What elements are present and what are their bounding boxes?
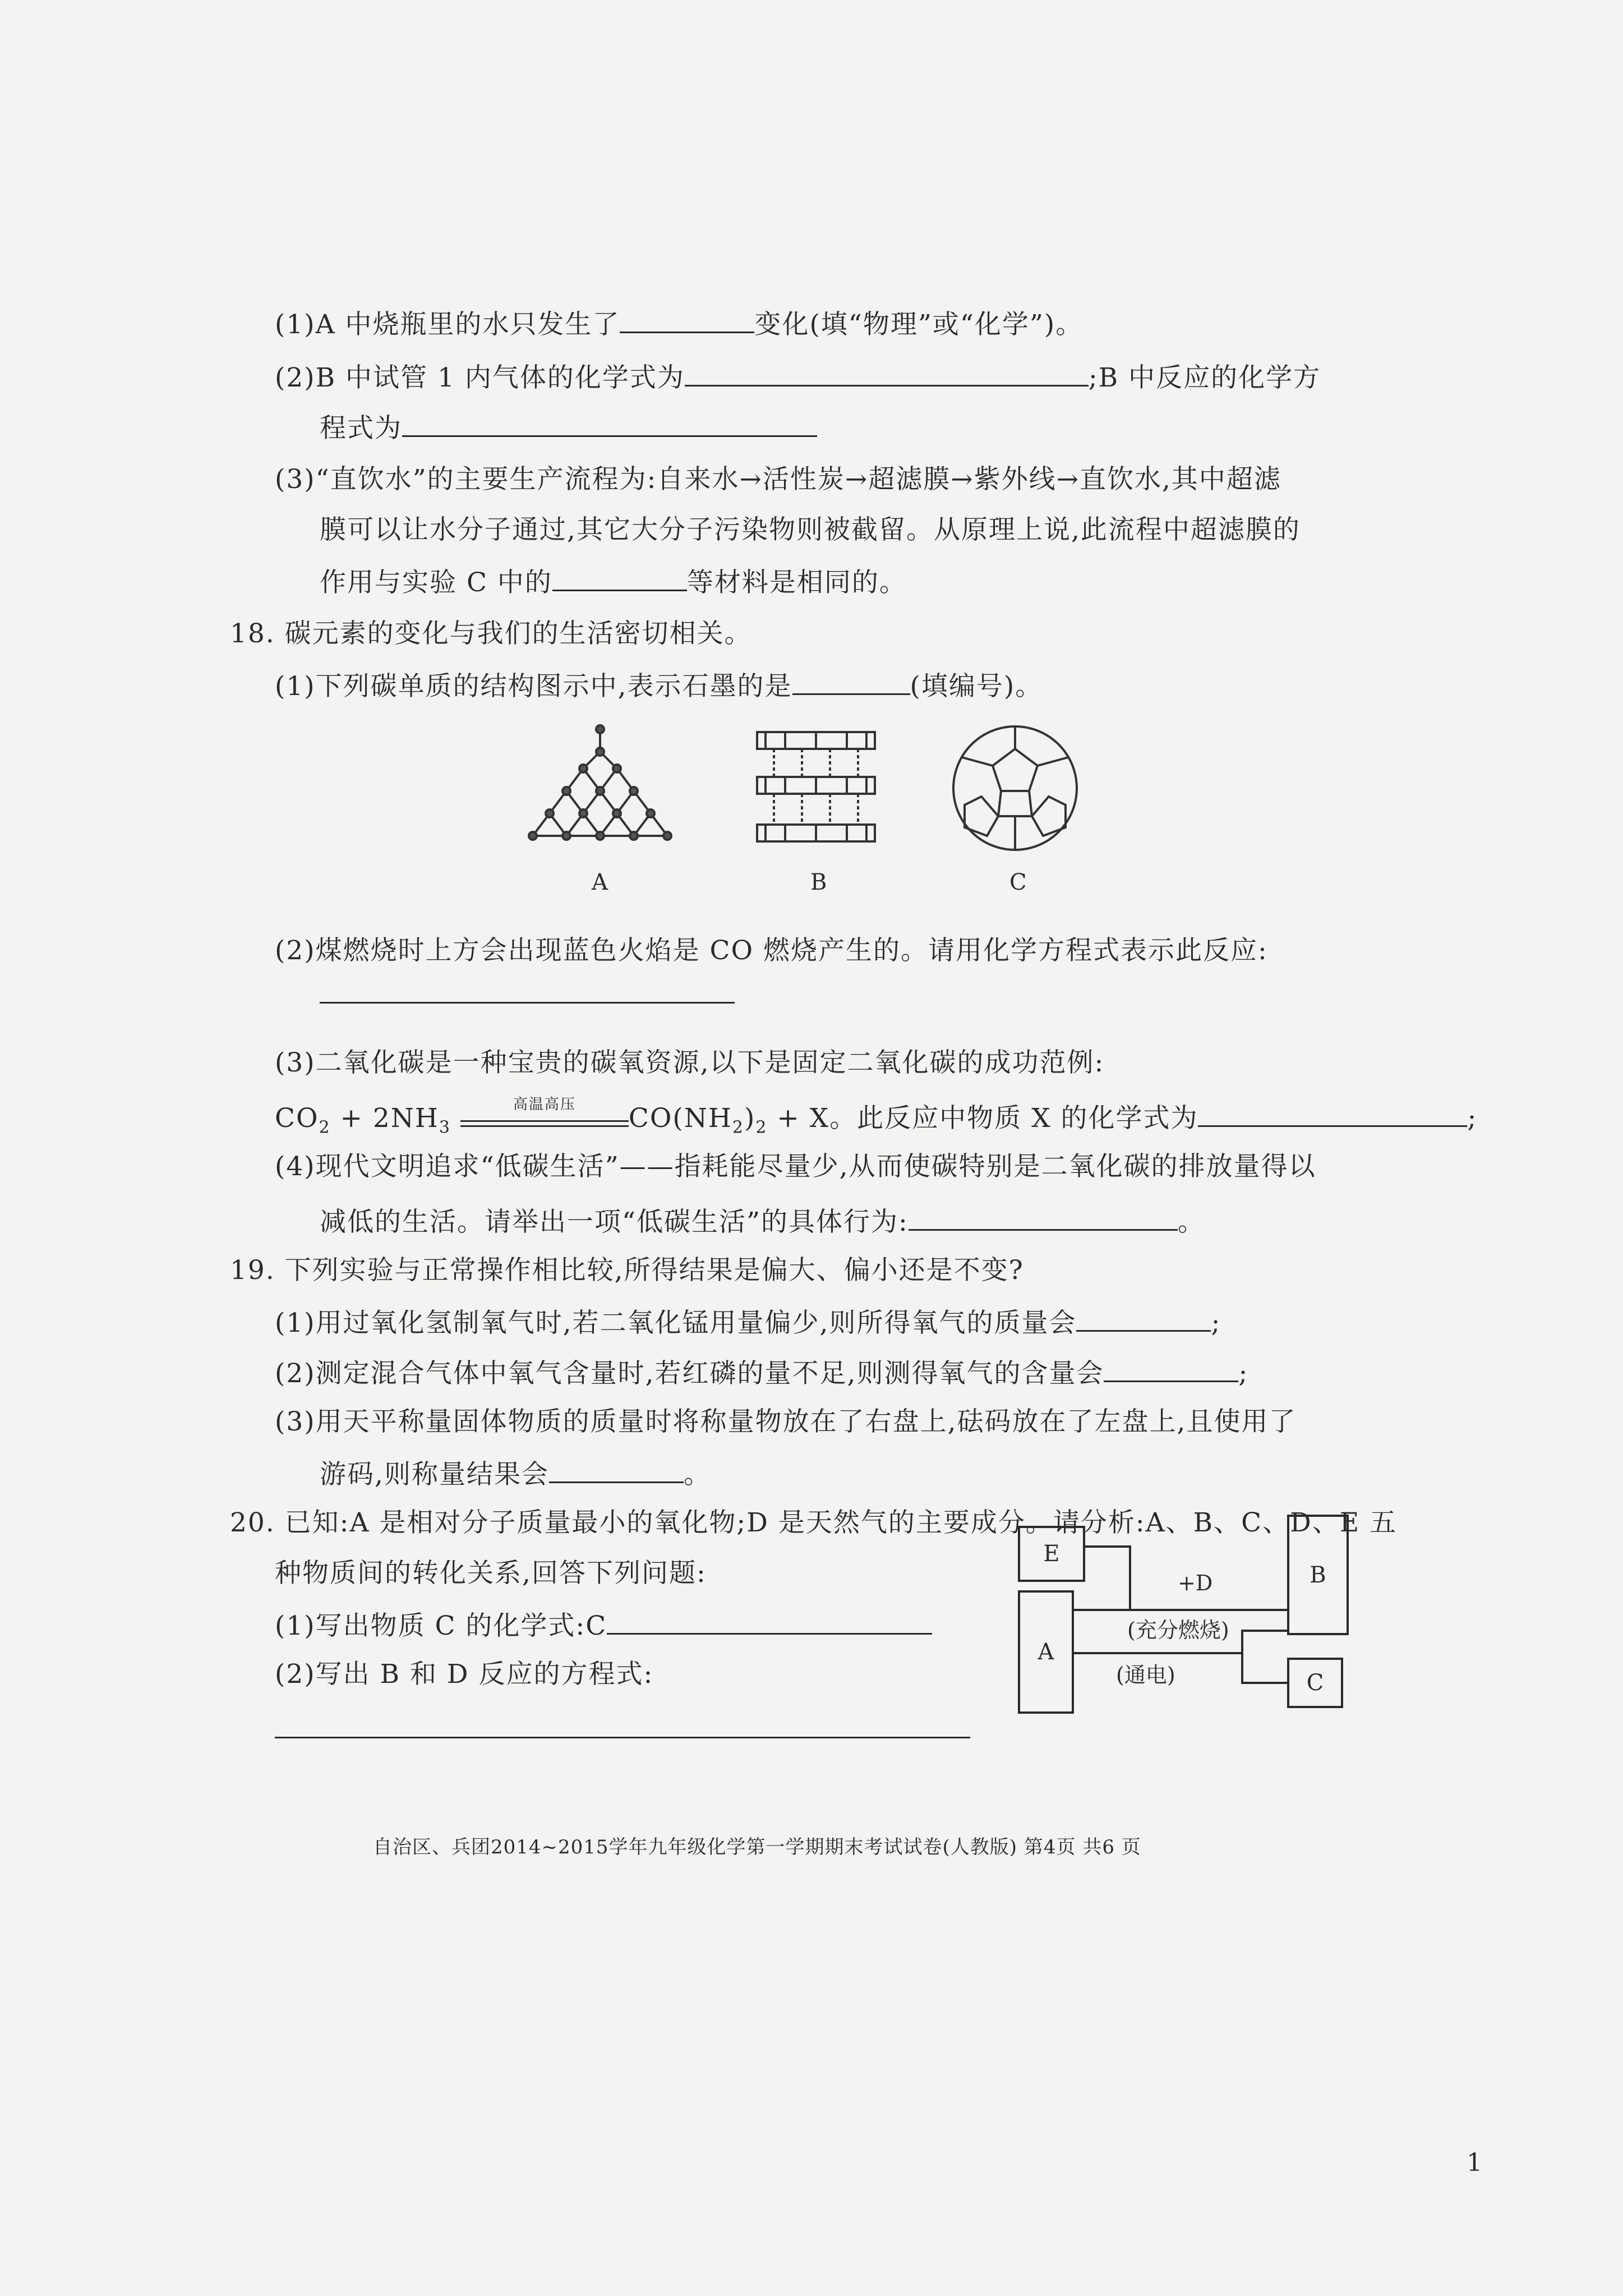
box-c: C: [1287, 1658, 1343, 1708]
page-number: 1: [1467, 2148, 1482, 2177]
q17-part1-text-b: 变化(填“物理”或“化学”)。: [754, 309, 1083, 340]
equation-subscript: 2: [732, 1117, 744, 1138]
q18-part4-text-c: 。: [1177, 1207, 1205, 1237]
equation-nh3: + 2NH: [330, 1103, 439, 1134]
q20-part2-text: (2)写出 B 和 D 反应的方程式:: [275, 1659, 654, 1690]
q18-part1-text-a: (1)下列碳单质的结构图示中,表示石墨的是: [275, 671, 792, 702]
q17-part3-text-b: 膜可以让水分子通过,其它大分子污染物则被截留。从原理上说,此流程中超滤膜的: [320, 514, 1301, 545]
q20-part2: [275, 1658, 653, 1691]
connector-line: [1241, 1682, 1287, 1684]
q18-part3: [275, 1046, 1104, 1080]
q18-part1: [275, 668, 1043, 703]
q20-part2-answer: [275, 1711, 970, 1747]
q19-part1-text-a: (1)用过氧化氢制氧气时,若二氧化锰用量偏少,则所得氧气的质量会: [275, 1308, 1077, 1338]
box-b: B: [1287, 1515, 1349, 1635]
q20-title-text: 20. 已知:A 是相对分子质量最小的氧化物;D 是天然气的主要成分。请分析:A、B、C、D、E 五: [230, 1507, 1398, 1538]
reaction-condition-arrow: [460, 1096, 629, 1127]
answer-blank[interactable]: [402, 409, 817, 437]
figure-label-a: A: [592, 869, 608, 895]
q20-part1: [275, 1607, 932, 1643]
q20-line2-text: 种物质间的转化关系,回答下列问题:: [275, 1558, 707, 1589]
q17-part3-text-a: (3)“直饮水”的主要生产流程为:自来水→活性炭→超滤膜→紫外线→直饮水,其中超滤: [275, 464, 1281, 495]
answer-blank[interactable]: [320, 976, 735, 1004]
box-a: A: [1018, 1590, 1074, 1714]
graphite-structure-drawing: [757, 732, 875, 841]
q17-part1-text-a: (1)A 中烧瓶里的水只发生了: [275, 309, 620, 340]
q20-part1-text: (1)写出物质 C 的化学式:C: [275, 1611, 607, 1641]
equation-end: ;: [1467, 1103, 1478, 1134]
answer-blank[interactable]: [792, 668, 910, 695]
figure-label-c: C: [1009, 869, 1027, 895]
box-e: E: [1018, 1526, 1085, 1582]
q18-part1-text-b: (填编号)。: [910, 671, 1043, 702]
q17-part3-line2: [320, 513, 1301, 547]
q19-part2: [275, 1355, 1248, 1391]
equation-urea: CO(NH: [628, 1103, 732, 1134]
q18-part4-text-b: 减低的生活。请举出一项“低碳生活”的具体行为:: [320, 1207, 909, 1237]
answer-blank[interactable]: [1076, 1304, 1211, 1332]
q18-part4-line1: [275, 1150, 1316, 1184]
answer-blank[interactable]: [275, 1711, 970, 1738]
q18-part2-answer: [320, 976, 735, 1012]
q19-part3-line2: [320, 1456, 711, 1492]
label-plus-d: +D: [1178, 1571, 1213, 1595]
answer-blank[interactable]: [1104, 1355, 1238, 1382]
figure-label-b: B: [810, 869, 827, 895]
q17-part3-line1: [275, 463, 1281, 496]
q19-part3-text-c: 。: [683, 1459, 711, 1490]
q19-part1: [275, 1304, 1221, 1340]
q19-part3-text-b: 游码,则称量结果会: [320, 1459, 549, 1490]
q19-title-text: 19. 下列实验与正常操作相比较,所得结果是偏大、偏小还是不变?: [230, 1255, 1024, 1286]
equation-paren: ): [744, 1103, 756, 1134]
q18-title-text: 18. 碳元素的变化与我们的生活密切相关。: [230, 618, 752, 649]
connector-line: [1241, 1630, 1243, 1683]
answer-blank[interactable]: [909, 1203, 1178, 1231]
fullerene-structure-drawing: [953, 726, 1077, 850]
q17-part2-text-a: (2)B 中试管 1 内气体的化学式为: [275, 362, 685, 393]
q19-part2-text-b: ;: [1238, 1358, 1249, 1389]
answer-blank[interactable]: [552, 564, 687, 591]
connector-line: [1074, 1609, 1287, 1611]
equation-subscript: 2: [755, 1117, 768, 1138]
q19-part3-text-a: (3)用天平称量固体物质的质量时将称量物放在了右盘上,砝码放在了左盘上,且使用了: [275, 1406, 1297, 1437]
answer-blank[interactable]: [620, 306, 754, 333]
co2-fixation-equation: [275, 1096, 1478, 1144]
answer-blank[interactable]: [549, 1456, 684, 1483]
q17-part2-cont: [320, 409, 817, 445]
carbon-structures-figure: [522, 718, 1082, 869]
q20-line2: [275, 1557, 707, 1590]
q19-part2-text-a: (2)测定混合气体中氧气含量时,若红磷的量不足,则测得氧气的含量会: [275, 1358, 1104, 1389]
answer-blank[interactable]: [685, 359, 1089, 386]
q17-part2-text-b: ;B 中反应的化学方: [1088, 362, 1321, 393]
q18-part3-text: (3)二氧化碳是一种宝贵的碳氧资源,以下是固定二氧化碳的成功范例:: [275, 1047, 1105, 1078]
answer-blank[interactable]: [1198, 1099, 1467, 1127]
equation-subscript: 3: [439, 1117, 451, 1138]
connector-line: [1241, 1630, 1287, 1632]
equation-question: + X。此反应中物质 X 的化学式为: [767, 1103, 1198, 1134]
q18-title: [230, 617, 752, 651]
answer-blank[interactable]: [607, 1607, 932, 1635]
q17-part3-line3: [320, 564, 907, 600]
q17-part1: [275, 306, 1083, 342]
diamond-structure-drawing: [529, 725, 671, 840]
label-full-combustion: (充分燃烧): [1127, 1618, 1229, 1642]
q17-part2: [275, 359, 1321, 395]
q18-part2: [275, 934, 1268, 968]
q19-title: [230, 1254, 1024, 1287]
q17-part2-text-c: 程式为: [320, 413, 402, 444]
page-footer: 自治区、兵团2014~2015学年九年级化学第一学期期末考试试卷(人教版) 第4页 共6 页: [373, 1836, 1141, 1858]
label-electrolysis: (通电): [1116, 1663, 1175, 1687]
equation-co2: CO: [275, 1103, 319, 1134]
q17-part3-text-d: 等材料是相同的。: [686, 567, 907, 598]
q20-title: [230, 1506, 1397, 1540]
connector-line: [1074, 1652, 1242, 1654]
connector-line: [1085, 1545, 1130, 1548]
equation-subscript: 2: [319, 1117, 331, 1138]
q18-part4-text-a: (4)现代文明追求“低碳生活”——指耗能尽量少,从而使碳特别是二氧化碳的排放量得以: [275, 1151, 1316, 1182]
q18-part2-text: (2)煤燃烧时上方会出现蓝色火焰是 CO 燃烧产生的。请用化学方程式表示此反应:: [275, 935, 1268, 966]
q18-part4-line2: [320, 1203, 1205, 1239]
q19-part1-text-b: ;: [1211, 1308, 1221, 1338]
reaction-condition-label: 高温高压: [513, 1096, 576, 1113]
connector-line: [1129, 1545, 1131, 1610]
q19-part3-line1: [275, 1405, 1296, 1439]
q17-part3-text-c: 作用与实验 C 中的: [320, 567, 552, 598]
